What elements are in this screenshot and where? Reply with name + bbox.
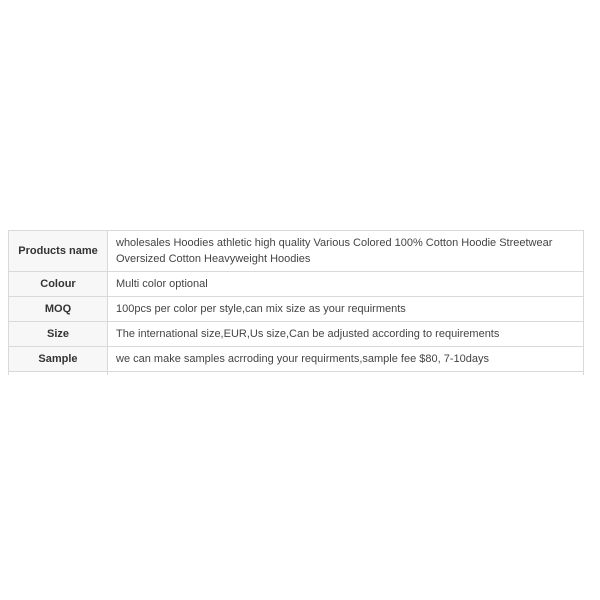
table-row-products-name — [9, 231, 584, 272]
row-value-products-name: wholesales Hoodies athletic high quality Various Colored 100% Cotton Hoodie Streetwear Oversized Cotton Heavyweight Hoodies — [108, 231, 584, 272]
row-label-colour: Colour — [9, 272, 108, 297]
table-row-cutoff — [9, 372, 584, 376]
row-value-size: The international size,EUR,Us size,Can be adjusted according to requirements — [108, 322, 584, 347]
product-spec-table-wrapper — [8, 230, 584, 375]
row-label-sample: Sample — [9, 347, 108, 372]
row-value-moq: 100pcs per color per style,can mix size as your requirments — [108, 297, 584, 322]
row-label-moq: MOQ — [9, 297, 108, 322]
table-row-colour — [9, 272, 584, 297]
table-row-moq — [9, 297, 584, 322]
row-value-cutoff — [108, 372, 584, 376]
product-spec-table — [8, 230, 584, 375]
row-label-size: Size — [9, 322, 108, 347]
table-row-sample — [9, 347, 584, 372]
row-label-products-name: Products name — [9, 231, 108, 272]
row-value-colour: Multi color optional — [108, 272, 584, 297]
table-row-size — [9, 322, 584, 347]
row-label-cutoff — [9, 372, 108, 376]
row-value-sample: we can make samples acrroding your requirments,sample fee $80, 7-10days — [108, 347, 584, 372]
